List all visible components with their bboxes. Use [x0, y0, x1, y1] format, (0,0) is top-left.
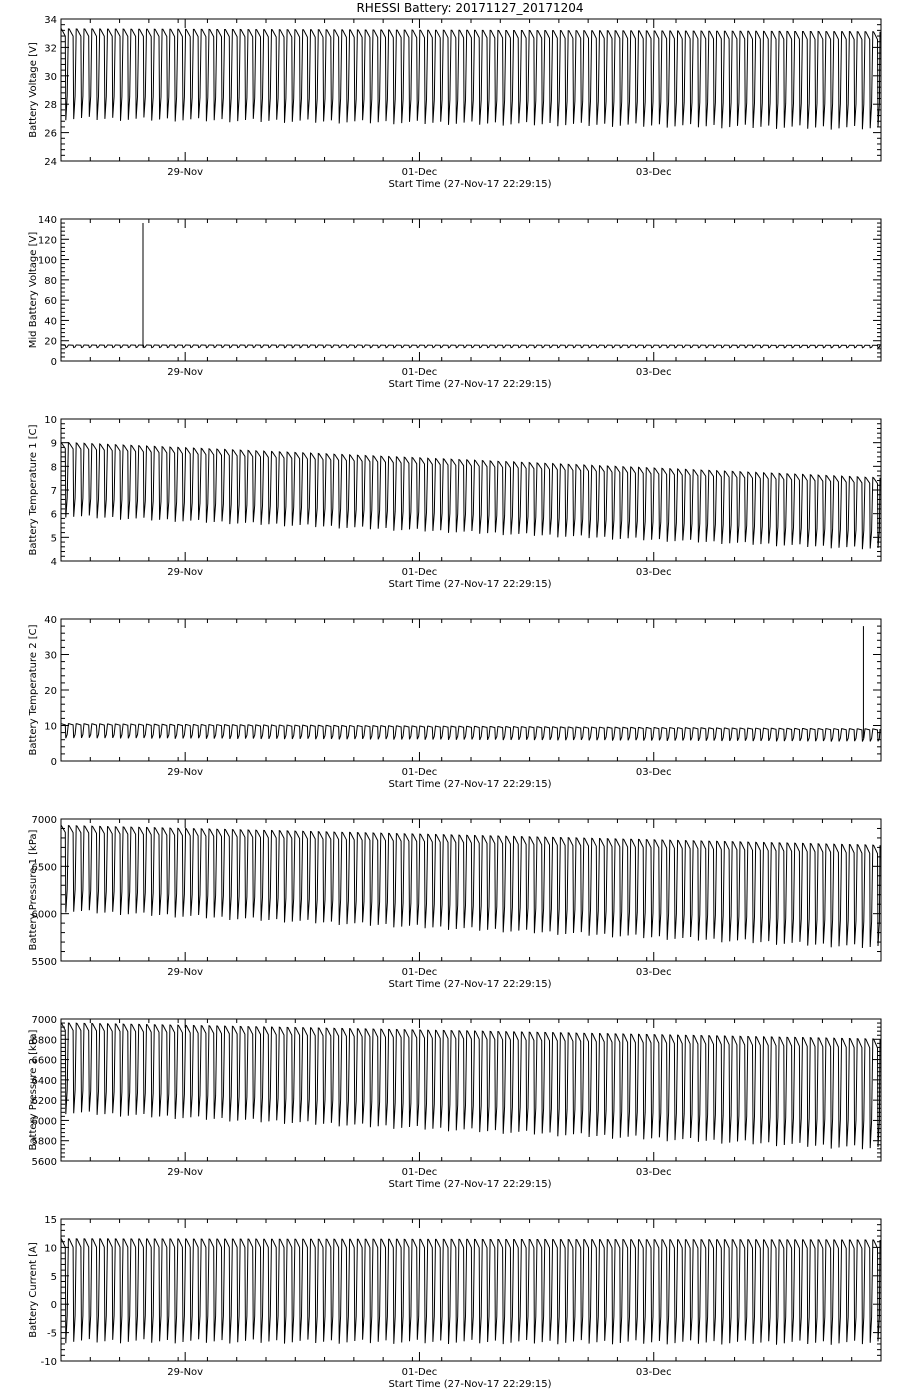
x-axis-label: Start Time (27-Nov-17 22:29:15) — [388, 1379, 552, 1390]
x-tick-label: 01-Dec — [401, 1167, 438, 1178]
x-tick-label: 01-Dec — [401, 167, 438, 178]
x-axis-label: Start Time (27-Nov-17 22:29:15) — [388, 1179, 552, 1190]
series-line-1 — [61, 345, 880, 348]
y-tick-label: 10 — [44, 415, 57, 426]
y-tick-label: 6800 — [31, 1035, 57, 1047]
y-axis-label: Battery Pressure 2 [kPa] — [28, 1029, 39, 1151]
x-tick-label: 29-Nov — [167, 567, 204, 578]
x-tick-label: 29-Nov — [167, 767, 204, 778]
y-axis-label: Mid Battery Voltage [V] — [28, 231, 39, 349]
y-axis-label: Battery Temperature 2 [C] — [28, 624, 39, 756]
x-axis-label: Start Time (27-Nov-17 22:29:15) — [388, 179, 552, 190]
x-tick-label: 03-Dec — [635, 367, 672, 378]
y-tick-label: 6200 — [31, 1096, 57, 1108]
y-axis-label: Battery Pressure 1 [kPa] — [28, 829, 39, 951]
x-axis-label: Start Time (27-Nov-17 22:29:15) — [388, 979, 552, 990]
y-tick-label: 7000 — [31, 1015, 57, 1026]
y-tick-label: -10 — [40, 1357, 57, 1368]
x-tick-label: 29-Nov — [167, 1367, 204, 1378]
y-tick-label: 4 — [50, 557, 57, 568]
series-line-1 — [61, 826, 880, 948]
y-tick-label: 140 — [37, 215, 57, 226]
y-tick-label: 0 — [50, 1300, 57, 1312]
y-tick-label: 9 — [50, 438, 57, 450]
chart-panel-4 — [28, 615, 881, 790]
chart-panel-7 — [28, 1215, 881, 1390]
chart-panels — [28, 15, 881, 1390]
y-tick-label: 24 — [44, 157, 57, 168]
chart-panel-3 — [28, 415, 881, 590]
series-line-1 — [61, 1023, 880, 1149]
y-tick-label: 34 — [44, 15, 57, 26]
plot-frame — [61, 419, 881, 561]
chart-panel-5 — [28, 815, 881, 990]
y-tick-label: 60 — [44, 296, 57, 308]
x-tick-label: 29-Nov — [167, 367, 204, 378]
y-tick-label: 6400 — [31, 1075, 57, 1087]
x-tick-label: 01-Dec — [401, 567, 438, 578]
y-tick-label: 6500 — [31, 862, 57, 874]
x-tick-label: 03-Dec — [635, 767, 672, 778]
y-axis-label: Battery Voltage [V] — [28, 42, 39, 138]
y-tick-label: 5600 — [31, 1157, 57, 1168]
y-tick-label: 6600 — [31, 1055, 57, 1067]
figure-title: RHESSI Battery: 20171127_20171204 — [356, 1, 584, 15]
x-tick-label: 01-Dec — [401, 1367, 438, 1378]
x-tick-label: 03-Dec — [635, 567, 672, 578]
y-tick-label: 8 — [50, 462, 57, 474]
y-tick-label: 26 — [44, 128, 57, 140]
chart-panel-1 — [28, 15, 881, 190]
y-tick-label: 10 — [44, 1243, 57, 1255]
plot-frame — [61, 1219, 881, 1361]
y-tick-label: 5500 — [31, 957, 57, 968]
y-tick-label: 0 — [50, 757, 57, 768]
x-tick-label: 01-Dec — [401, 767, 438, 778]
x-tick-label: 29-Nov — [167, 1167, 204, 1178]
y-tick-label: 6000 — [31, 909, 57, 921]
y-tick-label: -5 — [47, 1328, 57, 1340]
y-tick-label: 40 — [44, 615, 57, 626]
x-tick-label: 01-Dec — [401, 967, 438, 978]
x-axis-label: Start Time (27-Nov-17 22:29:15) — [388, 379, 552, 390]
y-tick-label: 30 — [44, 71, 57, 83]
y-tick-label: 10 — [44, 721, 57, 733]
x-axis-label: Start Time (27-Nov-17 22:29:15) — [388, 579, 552, 590]
y-tick-label: 5 — [50, 533, 57, 545]
y-tick-label: 20 — [44, 686, 57, 697]
x-tick-label: 01-Dec — [401, 367, 438, 378]
chart-panel-6 — [28, 1015, 881, 1190]
y-tick-label: 6 — [50, 509, 57, 521]
x-tick-label: 03-Dec — [635, 1367, 672, 1378]
y-tick-label: 80 — [44, 275, 57, 287]
plot-frame — [61, 219, 881, 361]
y-tick-label: 5800 — [31, 1136, 57, 1148]
y-tick-label: 30 — [44, 650, 57, 662]
y-tick-label: 0 — [50, 357, 57, 368]
y-tick-label: 7 — [50, 486, 57, 497]
x-tick-label: 29-Nov — [167, 967, 204, 978]
series-line-1 — [61, 724, 880, 742]
series-line-1 — [61, 1239, 880, 1345]
y-tick-label: 100 — [37, 255, 57, 267]
x-tick-label: 29-Nov — [167, 167, 204, 178]
series-line-1 — [61, 443, 880, 550]
y-tick-label: 7000 — [31, 815, 57, 826]
y-tick-label: 20 — [44, 336, 57, 348]
y-tick-label: 120 — [37, 235, 57, 247]
chart-panel-2 — [28, 215, 881, 390]
y-tick-label: 5 — [50, 1271, 57, 1283]
y-tick-label: 6000 — [31, 1116, 57, 1128]
x-axis-label: Start Time (27-Nov-17 22:29:15) — [388, 779, 552, 790]
y-tick-label: 32 — [44, 43, 57, 55]
y-axis-label: Battery Current [A] — [28, 1242, 39, 1338]
series-line-1 — [61, 29, 880, 130]
y-tick-label: 28 — [44, 100, 57, 112]
x-tick-label: 03-Dec — [635, 967, 672, 978]
x-tick-label: 03-Dec — [635, 167, 672, 178]
y-tick-label: 40 — [44, 316, 57, 328]
plot-frame — [61, 619, 881, 761]
y-tick-label: 15 — [44, 1215, 57, 1226]
x-tick-label: 03-Dec — [635, 1167, 672, 1178]
y-axis-label: Battery Temperature 1 [C] — [28, 424, 39, 556]
